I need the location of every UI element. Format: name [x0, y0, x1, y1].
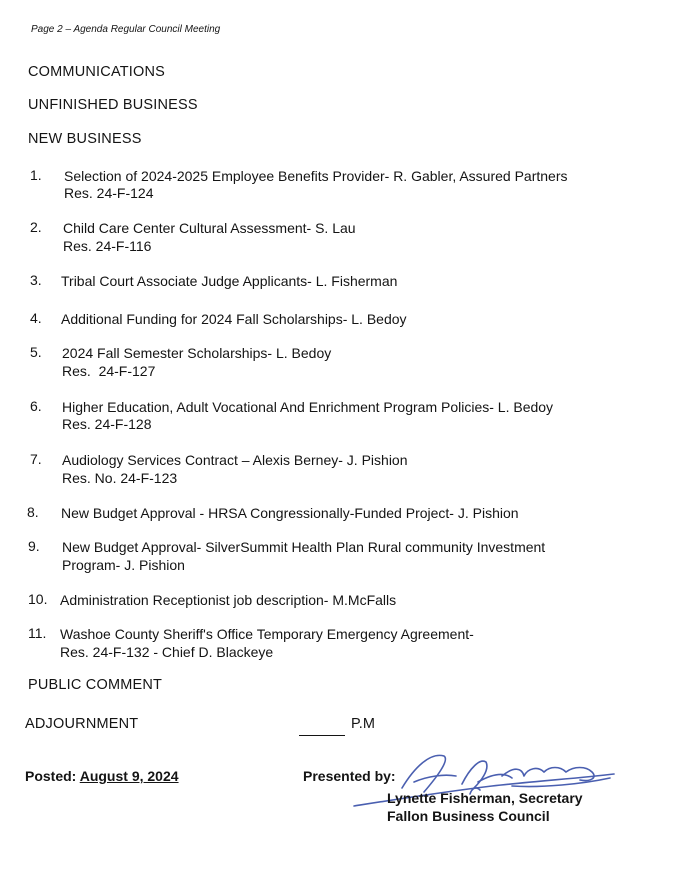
item-title: Child Care Center Cultural Assessment- S. Lau [63, 220, 356, 236]
section-communications: COMMUNICATIONS [28, 64, 166, 80]
posted-date: August 9, 2024 [79, 768, 179, 784]
item-resolution: Res. 24-F-132 - Chief D. Blackeye [60, 644, 274, 660]
item-number: 11. [28, 625, 47, 641]
item-resolution: Res. No. 24-F-123 [62, 470, 178, 486]
adjournment-time-blank [299, 735, 345, 736]
item-number: 9. [28, 538, 40, 554]
item-title: Selection of 2024-2025 Employee Benefits Provider- R. Gabler, Assured Partners [64, 168, 568, 184]
item-number: 7. [30, 451, 42, 467]
posted-label: Posted: [25, 768, 77, 784]
item-number: 6. [30, 398, 42, 414]
item-title: Tribal Court Associate Judge Applicants- L. Fisherman [61, 273, 398, 289]
item-title: Administration Receptionist job description- M.McFalls [60, 592, 397, 608]
item-title-continued: Program- J. Pishion [62, 557, 185, 573]
item-title: 2024 Fall Semester Scholarships- L. Bedoy [62, 345, 332, 361]
adjournment-time-unit: P.M [351, 716, 375, 732]
page-header: Page 2 – Agenda Regular Council Meeting [31, 24, 221, 35]
item-title: New Budget Approval - HRSA Congressionally-Funded Project- J. Pishion [61, 505, 519, 521]
item-resolution: Res. 24-F-116 [63, 238, 152, 254]
section-unfinished-business: UNFINISHED BUSINESS [28, 97, 198, 113]
item-number: 8. [27, 504, 39, 520]
section-adjournment: ADJOURNMENT [25, 716, 139, 732]
item-title: Washoe County Sheriff's Office Temporary Emergency Agreement- [60, 626, 474, 642]
item-number: 10. [28, 591, 48, 607]
item-resolution: Res. 24-F-124 [64, 185, 154, 201]
signer-name: Lynette Fisherman, Secretary [387, 790, 583, 806]
item-number: 1. [30, 167, 42, 183]
section-public-comment: PUBLIC COMMENT [28, 677, 163, 693]
signer-organization: Fallon Business Council [387, 808, 550, 824]
item-number: 3. [30, 272, 42, 288]
section-new-business: NEW BUSINESS [28, 131, 142, 147]
item-title: New Budget Approval- SilverSummit Health Plan Rural community Investment [62, 539, 546, 555]
item-title: Additional Funding for 2024 Fall Scholarships- L. Bedoy [61, 311, 407, 327]
posted-line [25, 768, 179, 784]
item-title: Higher Education, Adult Vocational And Enrichment Program Policies- L. Bedoy [62, 399, 554, 415]
presented-by-label: Presented by: [303, 768, 396, 784]
item-resolution: Res. 24-F-127 [62, 363, 156, 379]
item-number: 4. [30, 310, 42, 326]
item-number: 5. [30, 344, 42, 360]
item-number: 2. [30, 219, 42, 235]
item-resolution: Res. 24-F-128 [62, 416, 152, 432]
item-title: Audiology Services Contract – Alexis Berney- J. Pishion [62, 452, 408, 468]
